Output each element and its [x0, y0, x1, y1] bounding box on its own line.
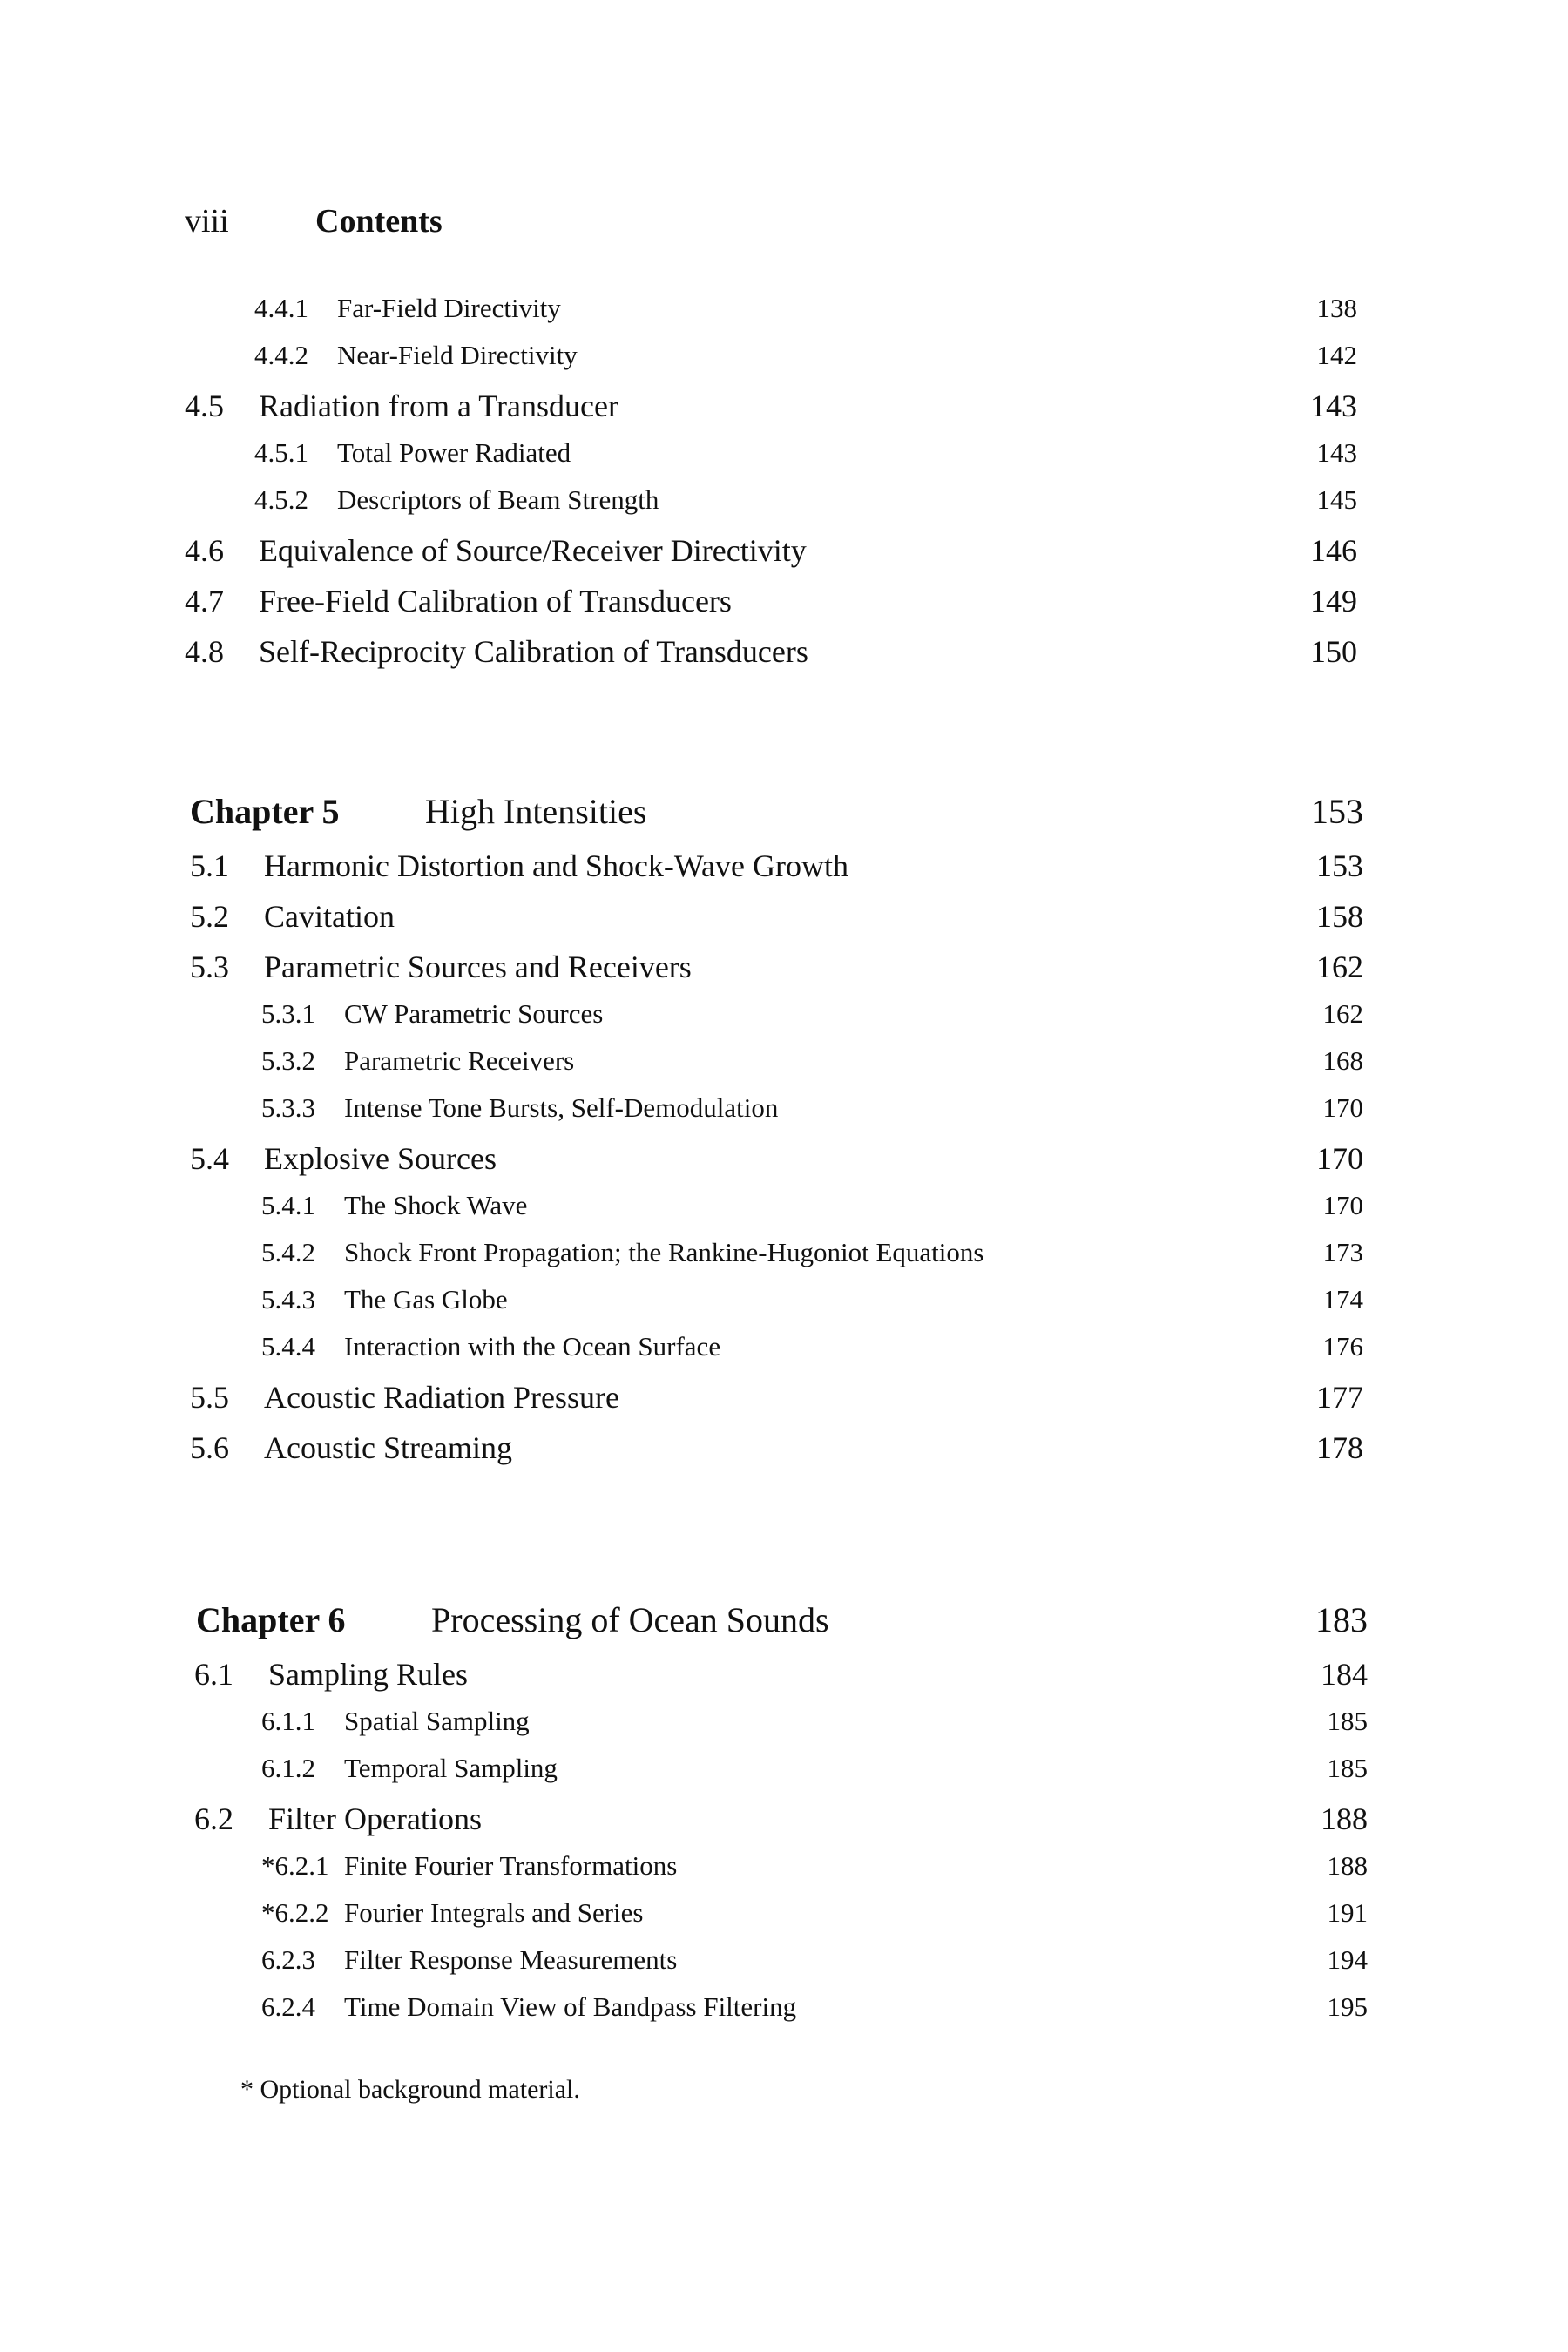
toc-entry-title: Acoustic Radiation Pressure: [264, 1380, 619, 1415]
toc-entry-title: Interaction with the Ocean Surface: [344, 1331, 721, 1362]
toc-entry-title: Self-Reciprocity Calibration of Transducers: [259, 634, 808, 669]
toc-section-entry: [190, 1382, 1363, 1413]
toc-entry-title: Processing of Ocean Sounds: [431, 1600, 829, 1639]
toc-entry-page-number: 170: [1316, 1141, 1363, 1176]
toc-entry-title: Radiation from a Transducer: [259, 389, 618, 423]
toc-entry-page-number: 142: [1316, 340, 1357, 370]
toc-entry-number: *6.2.1: [261, 1850, 329, 1881]
toc-entry-number: 6.2.4: [261, 1991, 315, 2022]
toc-entry-number: 5.6: [190, 1430, 229, 1465]
toc-entry-title: Time Domain View of Bandpass Filtering: [344, 1991, 797, 2022]
toc-entry-title: Fourier Integrals and Series: [344, 1897, 644, 1928]
toc-subsection-entry: [261, 1286, 1363, 1313]
toc-chapter-entry: [190, 794, 1363, 829]
toc-entry-title: Near-Field Directivity: [337, 340, 578, 370]
toc-section-entry: [185, 636, 1357, 667]
toc-subsection-entry: [254, 486, 1357, 513]
toc-entry-page-number: 150: [1310, 634, 1357, 669]
toc-subsection-entry: [261, 1754, 1368, 1781]
toc-entry-number: 6.1.2: [261, 1753, 315, 1783]
toc-chapter-entry: [196, 1600, 1368, 1639]
running-head-title: Contents: [315, 203, 443, 240]
toc-entry-number: 6.1: [194, 1657, 233, 1692]
toc-entry-number: 5.1: [190, 848, 229, 883]
toc-subsection-entry: [261, 1333, 1363, 1360]
toc-entry-title: Filter Operations: [268, 1801, 482, 1836]
toc-entry-number: 6.2.3: [261, 1944, 315, 1975]
toc-entry-title: The Shock Wave: [344, 1190, 528, 1220]
toc-entry-title: Spatial Sampling: [344, 1706, 530, 1736]
toc-entry-page-number: 153: [1316, 848, 1363, 883]
toc-entry-number: 4.6: [185, 533, 224, 568]
toc-entry-number: 5.4.1: [261, 1190, 315, 1220]
toc-entry-page-number: 149: [1310, 584, 1357, 618]
toc-entry-page-number: 162: [1322, 998, 1363, 1029]
toc-entry-title: Temporal Sampling: [344, 1753, 558, 1783]
toc-subsection-entry: [261, 1899, 1368, 1926]
toc-section-entry: [185, 535, 1357, 566]
toc-section-entry: [190, 951, 1363, 983]
toc-entry-number: 5.3.1: [261, 998, 315, 1029]
toc-entry-page-number: 191: [1327, 1897, 1368, 1928]
toc-entry-number: 5.3: [190, 950, 229, 984]
toc-entry-number: 5.4: [190, 1141, 229, 1176]
toc-section-entry: [190, 1143, 1363, 1174]
toc-entry-title: Sampling Rules: [268, 1657, 469, 1692]
toc-entry-page-number: 143: [1316, 437, 1357, 468]
toc-entry-page-number: 195: [1327, 1991, 1368, 2022]
toc-entry-title: Cavitation: [264, 899, 395, 934]
toc-entry-page-number: 143: [1310, 389, 1357, 423]
toc-entry-number: 5.4.4: [261, 1331, 315, 1362]
running-head: [185, 202, 443, 240]
toc-entry-title: Total Power Radiated: [337, 437, 571, 468]
toc-entry-number: 5.4.2: [261, 1237, 315, 1267]
toc-section-entry: [185, 390, 1357, 422]
toc-entry-page-number: 184: [1321, 1657, 1368, 1692]
toc-subsection-entry: [261, 1852, 1368, 1879]
toc-entry-number: 5.2: [190, 899, 229, 934]
toc-entry-title: Acoustic Streaming: [264, 1430, 512, 1465]
toc-entry-page-number: 188: [1321, 1801, 1368, 1836]
toc-entry-page-number: 138: [1316, 293, 1357, 323]
toc-entry-number: 6.1.1: [261, 1706, 315, 1736]
toc-entry-page-number: 185: [1327, 1706, 1368, 1736]
toc-subsection-entry: [254, 341, 1357, 368]
toc-entry-page-number: 176: [1322, 1331, 1363, 1362]
toc-entry-number: 5.3.2: [261, 1045, 315, 1076]
toc-entry-page-number: 177: [1316, 1380, 1363, 1415]
toc-subsection-entry: [261, 1000, 1363, 1027]
toc-subsection-entry: [261, 1047, 1363, 1074]
toc-entry-title: Descriptors of Beam Strength: [337, 484, 659, 515]
toc-entry-number: *6.2.2: [261, 1897, 329, 1928]
toc-section-entry: [190, 1432, 1363, 1463]
toc-subsection-entry: [254, 439, 1357, 466]
toc-entry-page-number: 183: [1315, 1600, 1368, 1639]
toc-entry-title: The Gas Globe: [344, 1284, 508, 1315]
toc-entry-page-number: 173: [1322, 1237, 1363, 1267]
toc-entry-page-number: 188: [1327, 1850, 1368, 1881]
toc-section-entry: [190, 901, 1363, 932]
toc-entry-title: CW Parametric Sources: [344, 998, 604, 1029]
toc-subsection-entry: [254, 294, 1357, 321]
toc-entry-title: Finite Fourier Transformations: [344, 1850, 678, 1881]
toc-entry-number: 5.3.3: [261, 1092, 315, 1123]
toc-entry-number: 4.5: [185, 389, 224, 423]
page-folio: viii: [185, 203, 229, 240]
toc-entry-page-number: 145: [1316, 484, 1357, 515]
toc-entry-title: Filter Response Measurements: [344, 1944, 678, 1975]
toc-section-entry: [194, 1659, 1368, 1690]
toc-entry-page-number: 168: [1322, 1045, 1363, 1076]
toc-entry-page-number: 153: [1311, 792, 1363, 831]
toc-entry-number: 5.5: [190, 1380, 229, 1415]
toc-section-entry: [194, 1803, 1368, 1835]
toc-entry-title: Explosive Sources: [264, 1141, 497, 1176]
toc-entry-page-number: 158: [1316, 899, 1363, 934]
toc-entry-number: 4.4.1: [254, 293, 308, 323]
toc-entry-title: Harmonic Distortion and Shock-Wave Growth: [264, 848, 848, 883]
toc-subsection-entry: [261, 1239, 1363, 1266]
toc-entry-number: 4.4.2: [254, 340, 308, 370]
toc-entry-page-number: 170: [1322, 1092, 1363, 1123]
toc-entry-number: Chapter 5: [190, 792, 340, 831]
toc-entry-title: Parametric Sources and Receivers: [264, 950, 692, 984]
toc-subsection-entry: [261, 1192, 1363, 1219]
toc-subsection-entry: [261, 1707, 1368, 1734]
toc-entry-page-number: 174: [1322, 1284, 1363, 1315]
toc-entry-page-number: 162: [1316, 950, 1363, 984]
toc-section-entry: [190, 850, 1363, 882]
toc-entry-number: 4.7: [185, 584, 224, 618]
toc-entry-page-number: 170: [1322, 1190, 1363, 1220]
toc-entry-title: Far-Field Directivity: [337, 293, 561, 323]
footnote: * Optional background material.: [240, 2075, 580, 2104]
toc-entry-title: Shock Front Propagation; the Rankine-Hugoniot Equations: [344, 1237, 984, 1267]
toc-subsection-entry: [261, 1094, 1363, 1121]
toc-entry-title: Intense Tone Bursts, Self-Demodulation: [344, 1092, 779, 1123]
toc-entry-title: Free-Field Calibration of Transducers: [259, 584, 732, 618]
toc-entry-page-number: 185: [1327, 1753, 1368, 1783]
toc-entry-title: High Intensities: [425, 792, 647, 831]
toc-entry-number: 4.5.2: [254, 484, 308, 515]
toc-subsection-entry: [261, 1993, 1368, 2020]
toc-entry-page-number: 194: [1327, 1944, 1368, 1975]
toc-entry-page-number: 146: [1310, 533, 1357, 568]
toc-entry-number: 6.2: [194, 1801, 233, 1836]
toc-entry-number: 4.5.1: [254, 437, 308, 468]
toc-section-entry: [185, 585, 1357, 617]
toc-entry-number: 4.8: [185, 634, 224, 669]
toc-entry-title: Equivalence of Source/Receiver Directivity: [259, 533, 807, 568]
toc-entry-number: Chapter 6: [196, 1600, 346, 1639]
toc-entry-number: 5.4.3: [261, 1284, 315, 1315]
toc-entry-page-number: 178: [1316, 1430, 1363, 1465]
toc-entry-title: Parametric Receivers: [344, 1045, 575, 1076]
toc-subsection-entry: [261, 1946, 1368, 1973]
